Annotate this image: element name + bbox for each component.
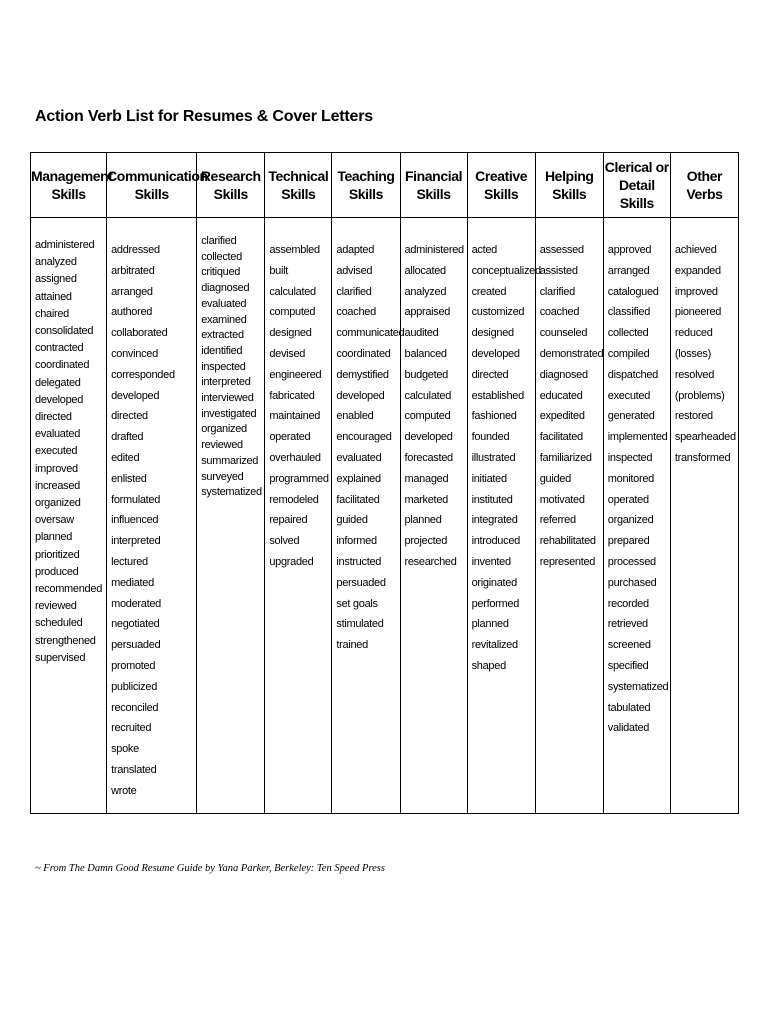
verb-item: inspected — [201, 360, 246, 373]
verb-item: oversaw — [35, 514, 74, 527]
verb-item: evaluated — [336, 451, 382, 464]
column-header-clerical: Clerical or Detail Skills — [603, 153, 670, 218]
verb-item: maintained — [269, 410, 321, 423]
column-header-research: Research Skills — [197, 153, 265, 218]
verb-item: recorded — [607, 597, 649, 610]
column-header-creative: Creative Skills — [467, 153, 535, 218]
verb-item: examined — [201, 313, 247, 326]
verb-item: computed — [269, 306, 316, 319]
verb-item: invented — [471, 555, 511, 568]
verb-item: motivated — [539, 493, 585, 506]
verb-lists-row — [31, 218, 739, 814]
column-header-financial: Financial Skills — [400, 153, 467, 218]
source-attribution: ~ From The Damn Good Resume Guide by Yana Parker, Berkeley: Ten Speed Press — [35, 863, 385, 874]
verb-item: coached — [336, 306, 376, 319]
column-header-communication: Communication Skills — [107, 153, 197, 218]
verb-item: customized — [471, 306, 525, 319]
verb-item: moderated — [111, 597, 161, 610]
verb-item: demonstrated — [539, 347, 604, 360]
verb-item: balanced — [404, 347, 447, 360]
verb-item: demystified — [336, 368, 389, 381]
verb-item: resolved — [674, 368, 715, 381]
verb-item: arranged — [111, 285, 153, 298]
verb-item: initiated — [471, 472, 507, 485]
verb-item: calculated — [269, 285, 316, 298]
verb-item: chaired — [35, 307, 69, 320]
verb-item: arbitrated — [111, 264, 155, 277]
verb-item: collected — [201, 250, 242, 263]
verb-item: interpreted — [111, 535, 161, 548]
verb-item: originated — [471, 576, 517, 589]
verb-item: created — [471, 285, 507, 298]
verb-item: scheduled — [35, 617, 83, 630]
verb-item: instituted — [471, 493, 513, 506]
verb-item: upgraded — [269, 555, 314, 568]
verb-item: (problems) — [674, 389, 725, 402]
verb-item: systematized — [201, 486, 262, 499]
verb-item: marketed — [404, 493, 448, 506]
verb-cell-helping — [535, 218, 603, 814]
action-verb-table — [30, 152, 739, 814]
verb-item: wrote — [111, 784, 137, 797]
verb-item: systematized — [607, 680, 669, 693]
verb-item: collected — [607, 327, 649, 340]
verb-item: administered — [404, 244, 464, 256]
verb-item: expanded — [674, 264, 721, 277]
verb-cell-other — [670, 218, 738, 814]
verb-item: purchased — [607, 576, 657, 589]
verb-item: programmed — [269, 472, 329, 485]
verb-cell-research — [197, 218, 265, 814]
verb-item: contracted — [35, 342, 84, 355]
verb-item: enabled — [336, 410, 374, 423]
verb-item: evaluated — [201, 297, 247, 310]
verb-item: engineered — [269, 368, 322, 381]
verb-cell-financial — [400, 218, 467, 814]
header-row — [31, 153, 739, 218]
verb-list-communication — [107, 218, 196, 802]
verb-item: computed — [404, 410, 451, 423]
verb-item: repaired — [269, 514, 308, 527]
verb-cell-clerical — [603, 218, 670, 814]
verb-item: addressed — [111, 244, 160, 256]
verb-item: formulated — [111, 493, 161, 506]
verb-item: referred — [539, 514, 576, 527]
verb-item: familiarized — [539, 451, 592, 464]
verb-item: transformed — [674, 451, 731, 464]
verb-item: developed — [35, 393, 84, 406]
verb-item: guided — [336, 514, 368, 527]
verb-item: introduced — [471, 535, 520, 548]
column-header-management: Management Skills — [31, 153, 107, 218]
verb-item: explained — [336, 472, 381, 485]
verb-item: guided — [539, 472, 571, 485]
verb-item: authored — [111, 306, 153, 319]
verb-item: increased — [35, 479, 80, 492]
verb-item: spoke — [111, 743, 139, 756]
verb-list-technical — [265, 218, 331, 573]
verb-item: translated — [111, 763, 157, 776]
verb-item: diagnosed — [201, 282, 250, 295]
verb-item: illustrated — [471, 451, 516, 464]
verb-item: clarified — [336, 285, 372, 298]
verb-item: fabricated — [269, 389, 315, 402]
verb-item: convinced — [111, 347, 158, 360]
verb-item: implemented — [607, 431, 668, 444]
verb-item: developed — [336, 389, 385, 402]
verb-item: shaped — [471, 659, 506, 672]
verb-item: established — [471, 389, 524, 402]
verb-item: attained — [35, 290, 72, 303]
verb-item: persuaded — [336, 576, 386, 589]
verb-item: assembled — [269, 244, 320, 256]
verb-item: prepared — [607, 535, 650, 548]
verb-cell-communication — [107, 218, 197, 814]
verb-item: appraised — [404, 306, 451, 319]
verb-item: organized — [607, 514, 654, 527]
verb-item: reviewed — [201, 439, 243, 452]
verb-item: set goals — [336, 597, 378, 610]
verb-item: (losses) — [674, 347, 711, 360]
verb-item: retrieved — [607, 618, 648, 631]
verb-item: remodeled — [269, 493, 319, 506]
verb-item: specified — [607, 659, 649, 672]
verb-list-financial — [401, 218, 467, 573]
verb-item: monitored — [607, 472, 654, 485]
verb-list-other — [671, 218, 738, 469]
verb-item: built — [269, 264, 288, 277]
verb-item: expedited — [539, 410, 585, 423]
column-header-teaching: Teaching Skills — [332, 153, 400, 218]
verb-item: evaluated — [35, 428, 81, 441]
verb-item: revitalized — [471, 639, 518, 652]
verb-item: stimulated — [336, 618, 384, 631]
verb-item: spearheaded — [674, 431, 736, 444]
verb-cell-creative — [467, 218, 541, 814]
verb-item: calculated — [404, 389, 452, 402]
verb-item: performed — [471, 597, 520, 610]
verb-item: interviewed — [201, 392, 254, 405]
verb-item: planned — [35, 531, 73, 544]
verb-item: communicated — [336, 327, 405, 340]
verb-item: improved — [35, 462, 78, 475]
verb-item: inspected — [607, 451, 653, 464]
verb-item: restored — [674, 410, 713, 423]
verb-item: extracted — [201, 329, 244, 342]
verb-item: instructed — [336, 555, 382, 568]
verb-item: developed — [111, 389, 160, 402]
verb-item: solved — [269, 535, 300, 548]
verb-item: interpreted — [201, 376, 251, 389]
verb-item: executed — [35, 445, 78, 458]
verb-item: integrated — [471, 514, 518, 527]
verb-item: investigated — [201, 407, 257, 420]
verb-item: approved — [607, 244, 652, 256]
verb-item: compiled — [607, 347, 650, 360]
verb-item: fashioned — [471, 410, 517, 423]
verb-item: developed — [404, 431, 453, 444]
column-header-other: Other Verbs — [670, 153, 738, 218]
verb-list-clerical — [604, 218, 670, 739]
verb-item: pioneered — [674, 306, 722, 319]
verb-item: researched — [404, 555, 457, 568]
verb-item: clarified — [539, 285, 575, 298]
verb-item: operated — [607, 493, 649, 506]
verb-item: arranged — [607, 264, 650, 277]
verb-item: publicized — [111, 680, 158, 693]
verb-item: overhauled — [269, 451, 321, 464]
verb-item: produced — [35, 565, 79, 578]
verb-item: allocated — [404, 264, 446, 277]
verb-list-research — [197, 218, 264, 501]
verb-item: directed — [35, 411, 72, 424]
verb-item: audited — [404, 327, 439, 340]
verb-item: analyzed — [404, 285, 447, 298]
verb-item: lectured — [111, 555, 148, 568]
verb-item: informed — [336, 535, 377, 548]
verb-item: clarified — [201, 235, 237, 247]
verb-item: classified — [607, 306, 651, 319]
verb-item: collaborated — [111, 327, 168, 340]
verb-cell-technical — [265, 218, 332, 814]
verb-item: acted — [471, 244, 498, 256]
verb-item: facilitated — [336, 493, 380, 506]
verb-item: forecasted — [404, 451, 453, 464]
verb-item: facilitated — [539, 431, 583, 444]
verb-item: promoted — [111, 659, 156, 672]
verb-item: negotiated — [111, 618, 160, 631]
verb-item: administered — [35, 239, 95, 251]
verb-item: organized — [201, 423, 247, 436]
verb-item: coordinated — [336, 347, 391, 360]
verb-item: mediated — [111, 576, 154, 589]
verb-cell-teaching — [332, 218, 405, 814]
verb-item: recommended — [35, 583, 103, 596]
verb-item: delegated — [35, 376, 81, 389]
verb-item: organized — [35, 497, 81, 510]
verb-item: identified — [201, 344, 243, 357]
verb-item: developed — [471, 347, 520, 360]
verb-item: prioritized — [35, 548, 80, 561]
verb-item: assigned — [35, 273, 77, 286]
verb-item: trained — [336, 639, 368, 652]
verb-item: designed — [471, 327, 514, 340]
column-header-technical: Technical Skills — [265, 153, 332, 218]
verb-item: influenced — [111, 514, 159, 527]
verb-item: summarized — [201, 454, 259, 467]
verb-list-management — [31, 218, 106, 667]
verb-item: surveyed — [201, 470, 244, 483]
verb-item: reconciled — [111, 701, 159, 714]
verb-item: reviewed — [35, 600, 77, 613]
verb-item: planned — [404, 514, 442, 527]
verb-item: corresponded — [111, 368, 175, 381]
verb-item: encouraged — [336, 431, 392, 444]
verb-item: devised — [269, 347, 306, 360]
verb-item: edited — [111, 451, 140, 464]
verb-item: represented — [539, 555, 596, 568]
verb-item: adapted — [336, 244, 375, 256]
verb-item: counseled — [539, 327, 588, 340]
verb-item: reduced — [674, 327, 713, 340]
verb-item: planned — [471, 618, 509, 631]
verb-item: persuaded — [111, 639, 161, 652]
verb-item: generated — [607, 410, 655, 423]
verb-item: improved — [674, 285, 718, 298]
verb-item: budgeted — [404, 368, 448, 381]
verb-item: drafted — [111, 431, 144, 444]
verb-item: directed — [471, 368, 509, 381]
verb-item: dispatched — [607, 368, 658, 381]
verb-item: recruited — [111, 722, 152, 735]
verb-item: diagnosed — [539, 368, 588, 381]
verb-list-helping — [536, 218, 603, 573]
verb-item: strengthened — [35, 634, 96, 647]
verb-item: assessed — [539, 244, 584, 256]
verb-item: coordinated — [35, 359, 90, 372]
verb-item: advised — [336, 264, 373, 277]
verb-item: projected — [404, 535, 448, 548]
verb-cell-management — [31, 218, 107, 814]
verb-item: managed — [404, 472, 449, 485]
verb-item: operated — [269, 431, 311, 444]
verb-item: screened — [607, 639, 651, 652]
verb-item: assisted — [539, 264, 578, 277]
verb-item: directed — [111, 410, 148, 423]
verb-item: enlisted — [111, 472, 147, 485]
column-header-helping: Helping Skills — [535, 153, 603, 218]
verb-item: founded — [471, 431, 510, 444]
verb-item: achieved — [674, 244, 717, 256]
verb-item: catalogued — [607, 285, 659, 298]
verb-item: designed — [269, 327, 312, 340]
verb-item: tabulated — [607, 701, 651, 714]
verb-list-teaching — [332, 218, 405, 656]
verb-item: rehabilitated — [539, 535, 596, 548]
verb-item: critiqued — [201, 266, 241, 279]
verb-item: supervised — [35, 651, 86, 664]
verb-item: educated — [539, 389, 583, 402]
verb-item: conceptualized — [471, 264, 541, 277]
verb-item: analyzed — [35, 256, 77, 269]
verb-item: coached — [539, 306, 580, 319]
verb-list-creative — [468, 218, 541, 677]
verb-item: consolidated — [35, 325, 94, 338]
verb-item: validated — [607, 722, 650, 735]
verb-item: processed — [607, 555, 656, 568]
page-title: Action Verb List for Resumes & Cover Letters — [35, 108, 373, 125]
verb-item: executed — [607, 389, 651, 402]
